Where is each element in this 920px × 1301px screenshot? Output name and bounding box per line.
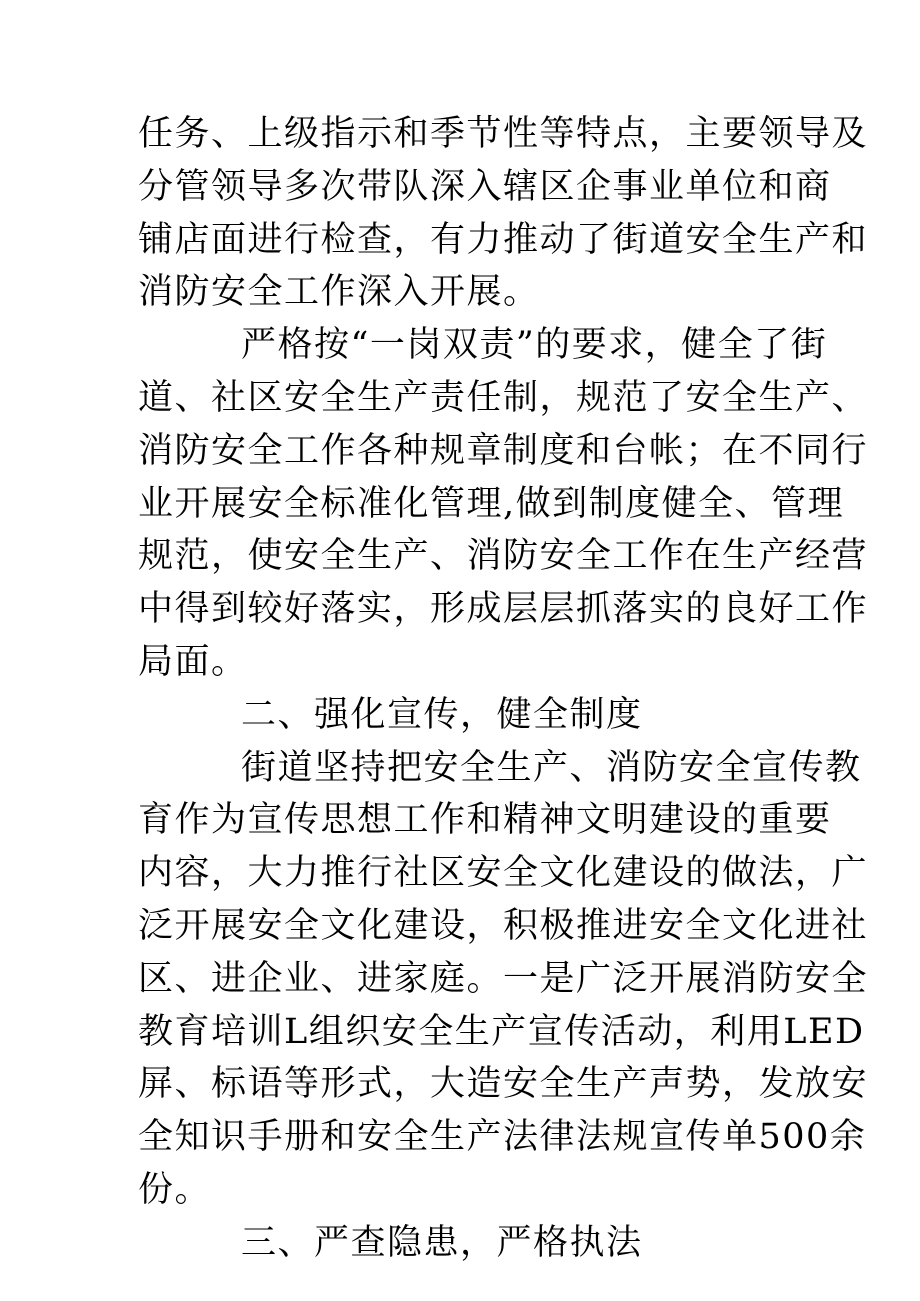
text-line: 份。 bbox=[138, 1169, 212, 1210]
text-line: 道、社区安全生产责任制，规范了安全生产、 bbox=[138, 377, 869, 418]
text-line: 泛开展安全文化建设，积极推进安全文化进社 bbox=[138, 905, 869, 946]
document-page bbox=[138, 108, 869, 1270]
text-line: 教育培训L组织安全生产宣传活动，利用LED bbox=[138, 1011, 865, 1052]
text-line: 消防安全工作各种规章制度和台帐；在不同行 bbox=[138, 430, 869, 471]
text-line: 中得到较好落实，形成层层抓落实的良好工作 bbox=[138, 589, 869, 630]
text-line: 规范，使安全生产、消防安全工作在生产经营 bbox=[138, 536, 869, 577]
text-line: 消防安全工作深入开展。 bbox=[138, 272, 540, 313]
text-line: 严格按“一岗双责”的要求，健全了街 bbox=[241, 325, 828, 366]
paragraph-1 bbox=[138, 108, 869, 319]
text-line: 业开展安全标准化管理,做到制度健全、管理 bbox=[138, 483, 845, 524]
text-line: 任务、上级指示和季节性等特点，主要领导及 bbox=[138, 114, 869, 154]
text-line: 屏、标语等形式，大造安全生产声势，发放安 bbox=[138, 1064, 869, 1105]
text-line: 铺店面进行检查，有力推动了街道安全生产和 bbox=[138, 219, 869, 260]
text-line: 内容，大力推行社区安全文化建设的做法，广 bbox=[138, 853, 869, 894]
text-line: 育作为宣传思想工作和精神文明建设的重要 bbox=[138, 800, 832, 841]
section-heading-3: 三、严查隐患，严格执法 bbox=[241, 1222, 643, 1263]
text-line: 街道坚持把安全生产、消防安全宣传教 bbox=[241, 747, 862, 788]
text-line: 全知识手册和安全生产法律法规宣传单500余 bbox=[138, 1117, 867, 1158]
text-line: 区、进企业、进家庭。一是广泛开展消防安全 bbox=[138, 958, 869, 999]
text-line: 分管领导多次带队深入辖区企事业单位和商 bbox=[138, 166, 832, 207]
section-heading-2: 二、强化宣传，健全制度 bbox=[241, 694, 643, 735]
paragraph-3 bbox=[138, 742, 869, 1217]
paragraph-2 bbox=[138, 319, 869, 689]
text-line: 局面。 bbox=[138, 641, 248, 682]
